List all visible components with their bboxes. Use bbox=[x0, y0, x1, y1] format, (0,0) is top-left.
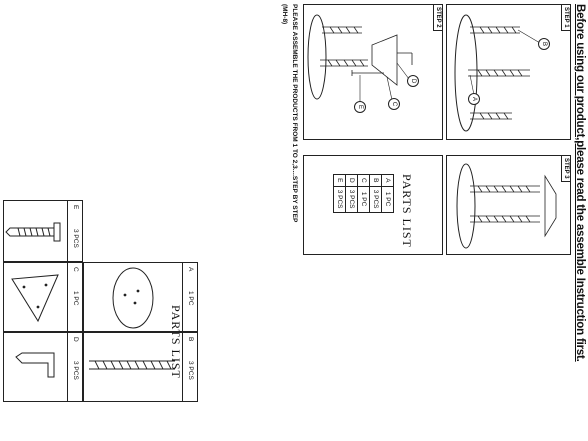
big-parts-list-title: PARTS LIST bbox=[169, 305, 183, 379]
part-qty: 3 PCS bbox=[187, 361, 194, 380]
step-1-panel bbox=[446, 4, 571, 140]
assembly-instruction: PLEASE ASSEMBLE THE PRODUCTS FROM 1 TO 2,3....STEP BY STEP bbox=[291, 4, 298, 223]
step-1-label: STEP 1 bbox=[561, 5, 570, 31]
part-letter: B bbox=[370, 175, 382, 187]
small-parts-list-title: PARTS LIST bbox=[400, 174, 414, 248]
part-letter: D bbox=[346, 175, 358, 187]
part-qty: 1 PC bbox=[382, 186, 394, 212]
small-parts-list-table bbox=[333, 174, 394, 213]
triangle-plate-icon bbox=[2, 263, 68, 333]
step-1-illustration bbox=[445, 5, 570, 141]
part-letter: E bbox=[72, 205, 79, 210]
step-3-label: STEP 3 bbox=[561, 156, 570, 182]
step-2-label: STEP 2 bbox=[433, 5, 442, 31]
part-qty: 3 PCS bbox=[334, 186, 346, 212]
step-2-panel bbox=[303, 4, 443, 140]
part-qty: 3 PCS bbox=[370, 186, 382, 212]
callout-b: B bbox=[538, 38, 550, 50]
part-cell-a bbox=[83, 262, 198, 332]
part-letter: D bbox=[72, 337, 79, 342]
part-letter: C bbox=[72, 267, 79, 272]
step-3-illustration bbox=[445, 156, 570, 256]
part-qty: 1 PC bbox=[72, 291, 79, 306]
part-letter: E bbox=[334, 175, 346, 187]
table-row bbox=[382, 175, 394, 213]
part-cell-d bbox=[3, 332, 83, 402]
table-row bbox=[334, 175, 346, 213]
part-cell-c bbox=[3, 262, 83, 332]
table-row bbox=[370, 175, 382, 213]
part-qty: 1 PC bbox=[358, 186, 370, 212]
round-tabletop-icon bbox=[83, 263, 183, 333]
step-2-illustration bbox=[302, 5, 442, 141]
page-title: Before using our product,please read the assemble Instruction first. bbox=[574, 4, 586, 362]
part-cell-b bbox=[83, 332, 198, 402]
part-qty: 1 PC bbox=[187, 291, 194, 306]
callout-d: D bbox=[407, 75, 419, 87]
part-cell-e bbox=[3, 200, 83, 262]
step-3-panel bbox=[446, 155, 571, 255]
part-qty: 3 PCS bbox=[72, 361, 79, 380]
model-number: (MH-8) bbox=[281, 4, 288, 25]
screw-icon bbox=[2, 201, 68, 263]
callout-c: C bbox=[388, 98, 400, 110]
twisted-leg-icon bbox=[83, 333, 183, 403]
part-qty: 3 PCS bbox=[72, 229, 79, 248]
part-letter: B bbox=[187, 337, 194, 342]
part-qty: 3 PCS bbox=[346, 186, 358, 212]
part-letter: A bbox=[382, 175, 394, 187]
bracket-icon bbox=[2, 333, 68, 403]
table-row bbox=[358, 175, 370, 213]
table-row bbox=[346, 175, 358, 213]
part-letter: C bbox=[358, 175, 370, 187]
callout-e: E bbox=[354, 101, 366, 113]
small-parts-list-panel bbox=[303, 155, 443, 255]
callout-a: A bbox=[468, 93, 480, 105]
part-letter: A bbox=[187, 267, 194, 272]
